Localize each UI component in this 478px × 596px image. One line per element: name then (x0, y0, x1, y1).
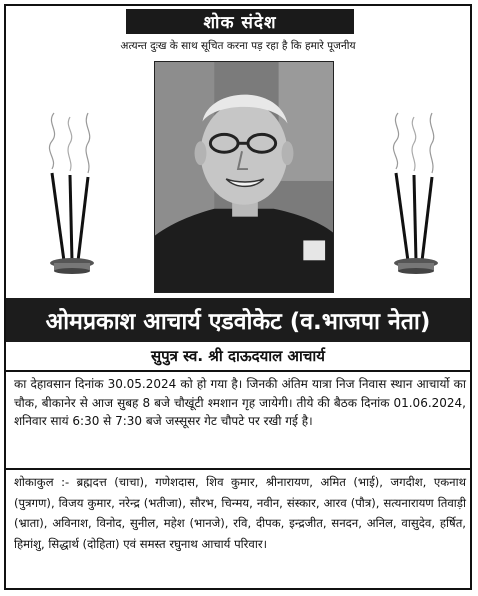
divider (6, 370, 470, 372)
obituary-notice (4, 4, 472, 590)
notice-title: शोक संदेश (126, 9, 354, 34)
death-announcement-text: का देहावसान दिनांक 30.05.2024 को हो गया है। जिनकी अंतिम यात्रा निज निवास स्थान आचार्यो का चौक, बीकानेर से आज सुबह 8 बजे चौखूंटी श्मशान गृह जायेगी। तीये की बैठक दिनांक 01.06.2024, शनिवार सायं 6:30 से 7:30 बजे जस्सूसर गेट चौपटे पर रखी गई है। (14, 377, 466, 428)
portrait-photo (154, 61, 334, 293)
deceased-name-banner: ओमप्रकाश आचार्य एडवोकेट (व.भाजपा नेता) (6, 298, 470, 342)
parentage-line: सुपुत्र स्व. श्री दाऊदयाल आचार्य (151, 347, 325, 365)
intro-line: अत्यन्त दुःख के साथ सूचित करना पड़ रहा है कि हमारे पूजनीय (120, 40, 356, 52)
incense-sticks-icon (384, 111, 448, 276)
incense-sticks-icon (40, 111, 104, 276)
divider (6, 468, 470, 470)
mourners-list: शोकाकुल :- ब्रह्मदत्त (चाचा), गणेशदास, शिव कुमार, श्रीनारायण, अमित (भाई), जगदीश, एकनाथ (पुत्रगण), विजय कुमार, नरेन्द्र (भतीजा), सौरभ, चिन्मय, नवीन, संस्कार, आरव (पौत्र), सत्यनारायण तिवाड़ी (भ्राता), अविनाश, विनोद, सुनील, महेश (भानजे), रवि, दीपक, इन्द्रजीत, सनदन, अनिल, वासुदेव, हर्षित, हिमांशु, सिद्धार्थ (दोहिता) एवं समस्त रघुनाथ आचार्य परिवार। (14, 475, 466, 551)
